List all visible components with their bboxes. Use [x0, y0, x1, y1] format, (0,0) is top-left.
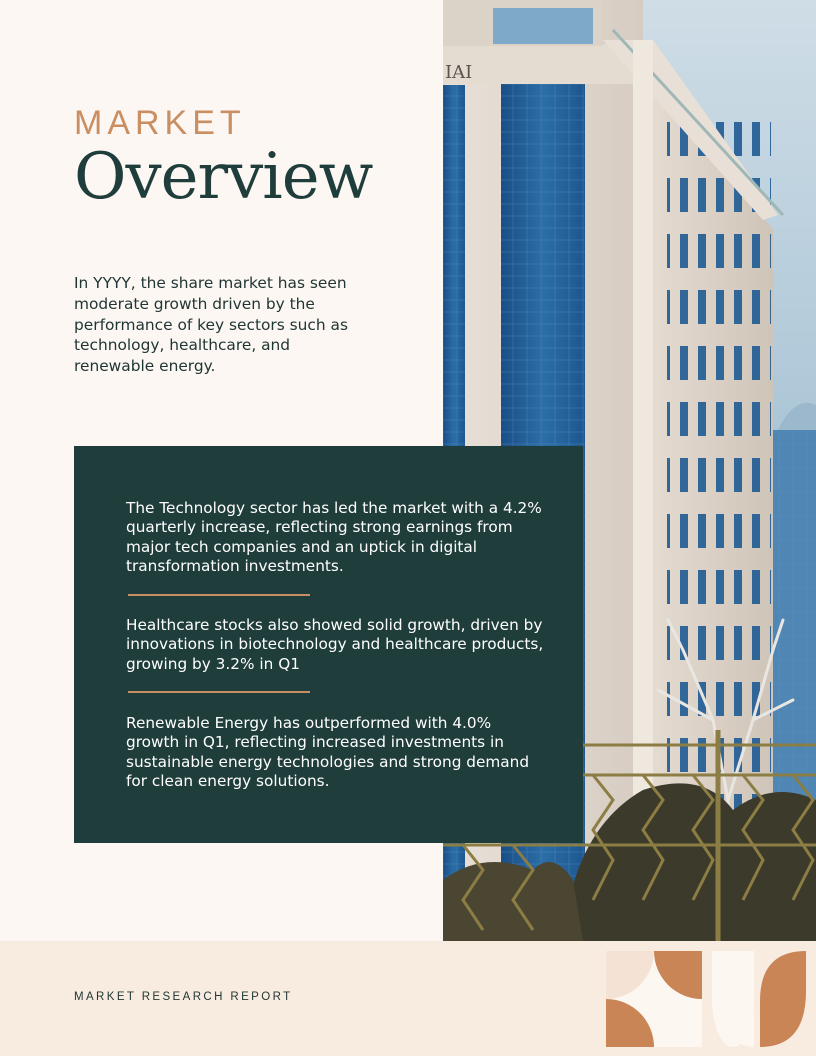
footer [0, 941, 816, 1056]
svg-text:IAI: IAI [445, 62, 473, 83]
intro-paragraph: In YYYY, the share market has seen moderate growth driven by the performance of key sectors such as technology, healthcare, and renewable energy. [74, 274, 348, 376]
healthcare-paragraph: Healthcare stocks also showed solid growth, driven by innovations in biotechnology and healthcare products, growing by 3.2% in Q1 [126, 616, 544, 673]
divider [128, 594, 310, 596]
technology-paragraph: The Technology sector has led the market with a 4.2% quarterly increase, reflecting strong earnings from major tech companies and an uptick in digital transformation investments. [126, 499, 542, 576]
renewable-paragraph: Renewable Energy has outperformed with 4.0% growth in Q1, reflecting increased investments in sustainable energy technologies and strong demand for clean energy solutions. [126, 714, 530, 791]
highlights-panel [74, 446, 583, 843]
divider [128, 691, 310, 693]
report-label: MARKET RESEARCH REPORT [74, 991, 293, 1003]
page-title: Overview [74, 140, 373, 214]
decorative-shapes-icon [606, 951, 806, 1047]
section-kicker: MARKET [74, 104, 246, 142]
